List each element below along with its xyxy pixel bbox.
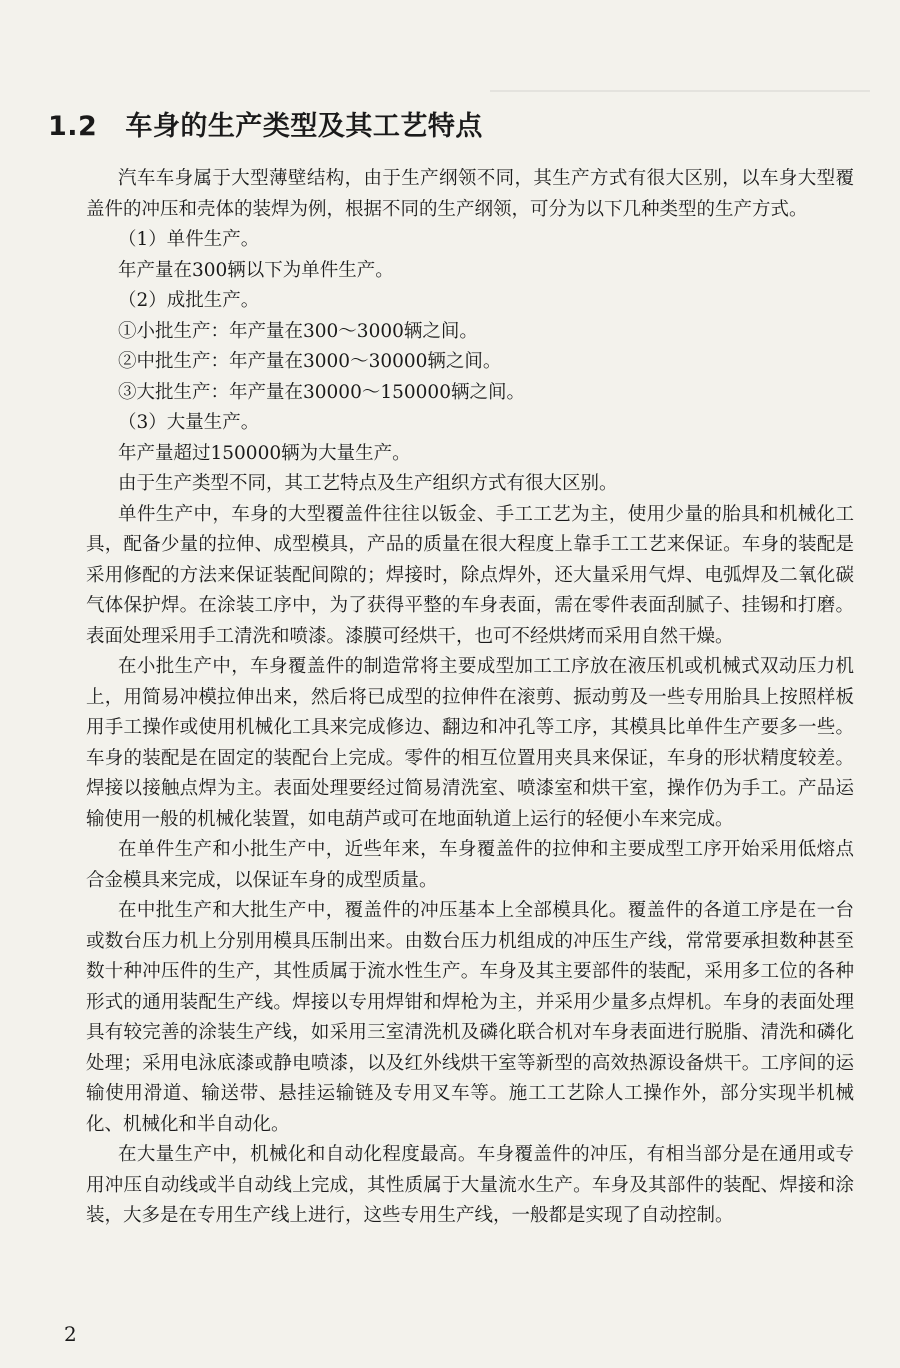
paragraph: 在中批生产和大批生产中，覆盖件的冲压基本上全部模具化。覆盖件的各道工序是在一台或数台压力机上分别用模具压制出来。由数台压力机组成的冲压生产线，常常要承担数种甚至数十种冲压件的生产，其性质属于流水性生产。车身及其主要部件的装配，采用多工位的各种形式的通用装配生产线。焊接以专用焊钳和焊枪为主，并采用少量多点焊机。车身的表面处理具有较完善的涂装生产线，如采用三室清洗机及磷化联合机对车身表面进行脱脂、清洗和磷化处理；采用电泳底漆或静电喷漆，以及红外线烘干室等新型的高效热源设备烘干。工序间的运输使用滑道、输送带、悬挂运输链及专用叉车等。施工工艺除人工操作外，部分实现半机械化、机械化和半自动化。	[86, 900, 854, 1135]
paragraph: 汽车车身属于大型薄壁结构，由于生产纲领不同，其生产方式有很大区别，以车身大型覆盖件的冲压和壳体的装焊为例，根据不同的生产纲领，可分为以下几种类型的生产方式。	[86, 168, 854, 220]
list-item: ①小批生产：年产量在300～3000辆之间。	[118, 320, 478, 342]
section-heading	[48, 104, 483, 143]
section-number: 1.2	[48, 111, 98, 142]
paragraph: 在小批生产中，车身覆盖件的制造常将主要成型加工工序放在液压机或机械式双动压力机上，用简易冲模拉伸出来，然后将已成型的拉伸件在滚剪、振动剪及一些专用胎具上按照样板用手工操作或使用机械化工具来完成修边、翻边和冲孔等工序，其模具比单件生产要多一些。车身的装配是在固定的装配台上完成。零件的相互位置用夹具来保证，车身的形状精度较差。焊接以接触点焊为主。表面处理要经过简易清洗室、喷漆室和烘干室，操作仍为手工。产品运输使用一般的机械化装置，如电葫芦或可在地面轨道上运行的轻便小车来完成。	[86, 656, 854, 830]
body-text	[86, 164, 854, 1232]
paragraph: 在单件生产和小批生产中，近些年来，车身覆盖件的拉伸和主要成型工序开始采用低熔点合金模具来完成，以保证车身的成型质量。	[86, 839, 854, 891]
page-number: 2	[64, 1322, 77, 1346]
list-item: ②中批生产：年产量在3000～30000辆之间。	[118, 351, 502, 372]
paragraph: 在大量生产中，机械化和自动化程度最高。车身覆盖件的冲压，有相当部分是在通用或专用冲压自动线或半自动线上完成，其性质属于大量流水生产。车身及其部件的装配、焊接和涂装，大多是在专用生产线上进行，这些专用生产线，一般都是实现了自动控制。	[86, 1144, 854, 1226]
paragraph: 单件生产中，车身的大型覆盖件往往以钣金、手工工艺为主，使用少量的胎具和机械化工具，配备少量的拉伸、成型模具，产品的质量在很大程度上靠手工工艺来保证。车身的装配是采用修配的方法来保证装配间隙的；焊接时，除点焊外，还大量采用气焊、电弧焊及二氧化碳气体保护焊。在涂装工序中，为了获得平整的车身表面，需在零件表面刮腻子、挂锡和打磨。表面处理采用手工清洗和喷漆。漆膜可经烘干，也可不经烘烤而采用自然干燥。	[86, 503, 854, 647]
list-item: 由于生产类型不同，其工艺特点及生产组织方式有很大区别。	[118, 473, 618, 494]
list-item: 年产量超过150000辆为大量生产。	[118, 442, 411, 464]
list-item: 年产量在300辆以下为单件生产。	[118, 259, 394, 281]
section-title: 车身的生产类型及其工艺特点	[125, 111, 483, 142]
list-item: （3）大量生产。	[118, 412, 260, 433]
list-item: （1）单件生产。	[118, 229, 260, 250]
list-item: ③大批生产：年产量在30000～150000辆之间。	[118, 381, 525, 403]
bleed-through-mark	[490, 90, 870, 92]
list-item: （2）成批生产。	[118, 290, 260, 311]
